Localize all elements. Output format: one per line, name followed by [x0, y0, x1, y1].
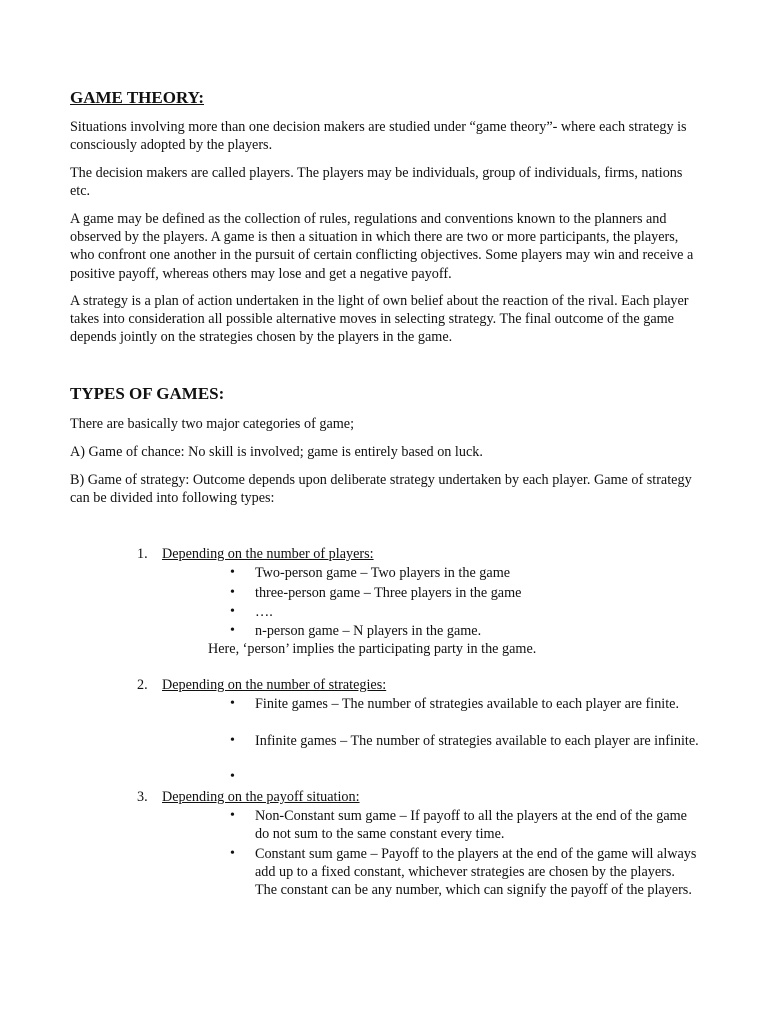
bullet-icon: •	[230, 585, 235, 600]
bullet-text: three-person game – Three players in the game	[255, 585, 522, 601]
list-number: 3.	[137, 789, 148, 805]
bullet-icon: •	[230, 808, 235, 823]
bullet-text: n-person game – N players in the game.	[255, 623, 482, 639]
bullet-icon: •	[230, 623, 235, 638]
bullet-icon: •	[230, 733, 235, 748]
bullet-text: Finite games – The number of strategies available to each player are finite.	[255, 696, 680, 712]
list-heading: Depending on the number of strategies:	[162, 677, 387, 693]
list-heading: Depending on the number of players:	[162, 546, 374, 562]
paragraph: A strategy is a plan of action undertaken in the light of own belief about the reaction of the rival. Each player takes into consideration all possible alternative moves in selecting strategy. The final outcome of the game depends jointly on the strategies chosen by the players in the game.	[70, 293, 689, 346]
bullet-text: Infinite games – The number of strategies available to each player are infinite.	[255, 733, 699, 749]
paragraph: There are basically two major categories of game;	[70, 416, 355, 432]
bullet-text: ….	[255, 604, 273, 620]
bullet-text: Non-Constant sum game – If payoff to all the players at the end of the game do not sum to the same constant every time.	[255, 808, 687, 843]
paragraph: A game may be defined as the collection of rules, regulations and conventions known to the planners and observed by the players. A game is then a situation in which there are two or more participants, the players, who confront one another in the pursuit of certain conflicting objectives. Some players may win and receive a positive payoff, whereas others may lose and get a negative payoff.	[70, 211, 694, 282]
bullet-icon: •	[230, 846, 235, 861]
section-title-game-theory: GAME THEORY:	[70, 88, 205, 107]
paragraph: The decision makers are called players. The players may be individuals, group of individuals, firms, nations etc.	[70, 165, 683, 200]
paragraph: B) Game of strategy: Outcome depends upon deliberate strategy undertaken by each player. Game of strategy can be divided into following types:	[70, 472, 692, 507]
bullet-icon: •	[230, 604, 235, 619]
bullet-text: Constant sum game – Payoff to the players at the end of the game will always add up to a fixed constant, whichever strategies are chosen by the players. The constant can be any number, which can signify the payoff of the players.	[255, 846, 697, 899]
list-note: Here, ‘person’ implies the participating party in the game.	[208, 641, 537, 657]
bullet-icon: •	[230, 769, 235, 784]
bullet-icon: •	[230, 565, 235, 580]
paragraph: Situations involving more than one decision makers are studied under “game theory”- where each strategy is consciously adopted by the players.	[70, 119, 687, 154]
bullet-icon: •	[230, 696, 235, 711]
list-heading: Depending on the payoff situation:	[162, 789, 360, 805]
paragraph: A) Game of chance: No skill is involved; game is entirely based on luck.	[70, 444, 483, 460]
section-title-types-of-games: TYPES OF GAMES:	[70, 384, 225, 403]
list-number: 2.	[137, 677, 148, 693]
list-number: 1.	[137, 546, 148, 562]
bullet-text: Two-person game – Two players in the game	[255, 565, 511, 581]
